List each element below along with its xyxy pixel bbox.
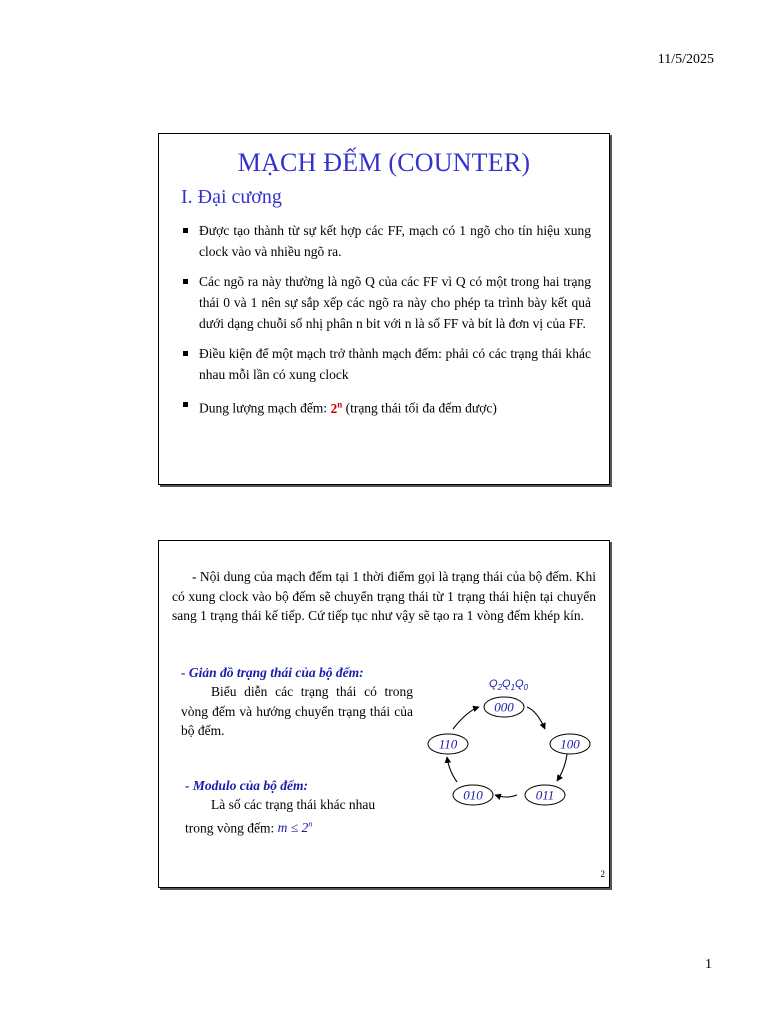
modulo-formula: m ≤ 2$^n$: [277, 819, 313, 835]
transition-arrow: [527, 707, 545, 729]
svg-text:110: 110: [438, 736, 458, 752]
bullet-list: [181, 220, 591, 428]
state-node-110: [428, 734, 468, 754]
state-diagram-heading: - Giản đồ trạng thái của bộ đếm:: [181, 665, 364, 680]
bullet-item: Được tạo thành từ sự kết hợp các FF, mạch có 1 ngõ cho tín hiệu xung clock vào và nhiều ngõ ra.: [181, 220, 591, 262]
state-node-000: [484, 697, 524, 717]
modulo-heading: - Modulo của bộ đếm:: [185, 778, 308, 793]
bullet-icon: [183, 228, 188, 233]
svg-text:000: 000: [494, 699, 514, 715]
page-date: 11/5/2025: [657, 52, 714, 67]
slide-1: [158, 133, 610, 485]
transition-arrow: [557, 754, 567, 781]
outputs-label: $Q_2Q_1Q_0$: [489, 678, 529, 692]
slide-title: MẠCH ĐẾM (COUNTER): [237, 148, 531, 177]
modulo-text: Là số các trạng thái khác nhau trong vòng đếm: m ≤ 2$^n$: [185, 797, 376, 835]
transition-arrow: [453, 707, 479, 729]
state-diagram: [427, 669, 597, 819]
transition-arrow: [495, 795, 517, 797]
bullet-icon: [183, 402, 188, 407]
slide-number: 2: [600, 869, 605, 879]
state-diagram-text: Biểu diễn các trạng thái có trong vòng đếm và hướng chuyển trạng thái của bộ đếm.: [181, 684, 413, 738]
page-number: 1: [705, 957, 712, 972]
svg-text:011: 011: [535, 787, 555, 803]
bullet-icon: [183, 279, 188, 284]
transition-arrow: [447, 757, 457, 782]
state-node-010: [453, 785, 493, 805]
intro-paragraph: - Nội dung của mạch đếm tại 1 thời điểm gọi là trạng thái của bộ đếm. Khi có xung clock vào bộ đếm sẽ chuyển trạng thái từ 1 trạng thái hiện tại chuyển sang 1 trạng thái kế tiếp. Cứ tiếp tục như vậy sẽ tạo ra 1 vòng đếm khép kín.: [172, 569, 596, 623]
section-heading: I. Đại cương: [181, 186, 282, 208]
bullet-item: Điều kiện để một mạch trở thành mạch đếm: phải có các trạng thái khác nhau mỗi lần có xung clock: [181, 343, 591, 385]
bullet-item: Các ngõ ra này thường là ngõ Q của các FF vì Q có một trong hai trạng thái 0 và 1 nên sự sắp xếp các ngõ ra này cho phép ta trình bày kết quả dưới dạng chuỗi số nhị phân n bit với n là số FF và bít là đơn vị của FF.: [181, 271, 591, 334]
capacity-formula: 2$^n$: [330, 399, 343, 416]
slide-2: [158, 540, 610, 888]
bullet-icon: [183, 351, 188, 356]
svg-text:010: 010: [463, 787, 483, 803]
bullet-item-capacity: Dung lượng mạch đếm: 2$^n$ (trạng thái tối đa đếm được): [181, 394, 591, 419]
svg-text:100: 100: [560, 736, 580, 752]
state-node-011: [525, 785, 565, 805]
state-node-100: [550, 734, 590, 754]
